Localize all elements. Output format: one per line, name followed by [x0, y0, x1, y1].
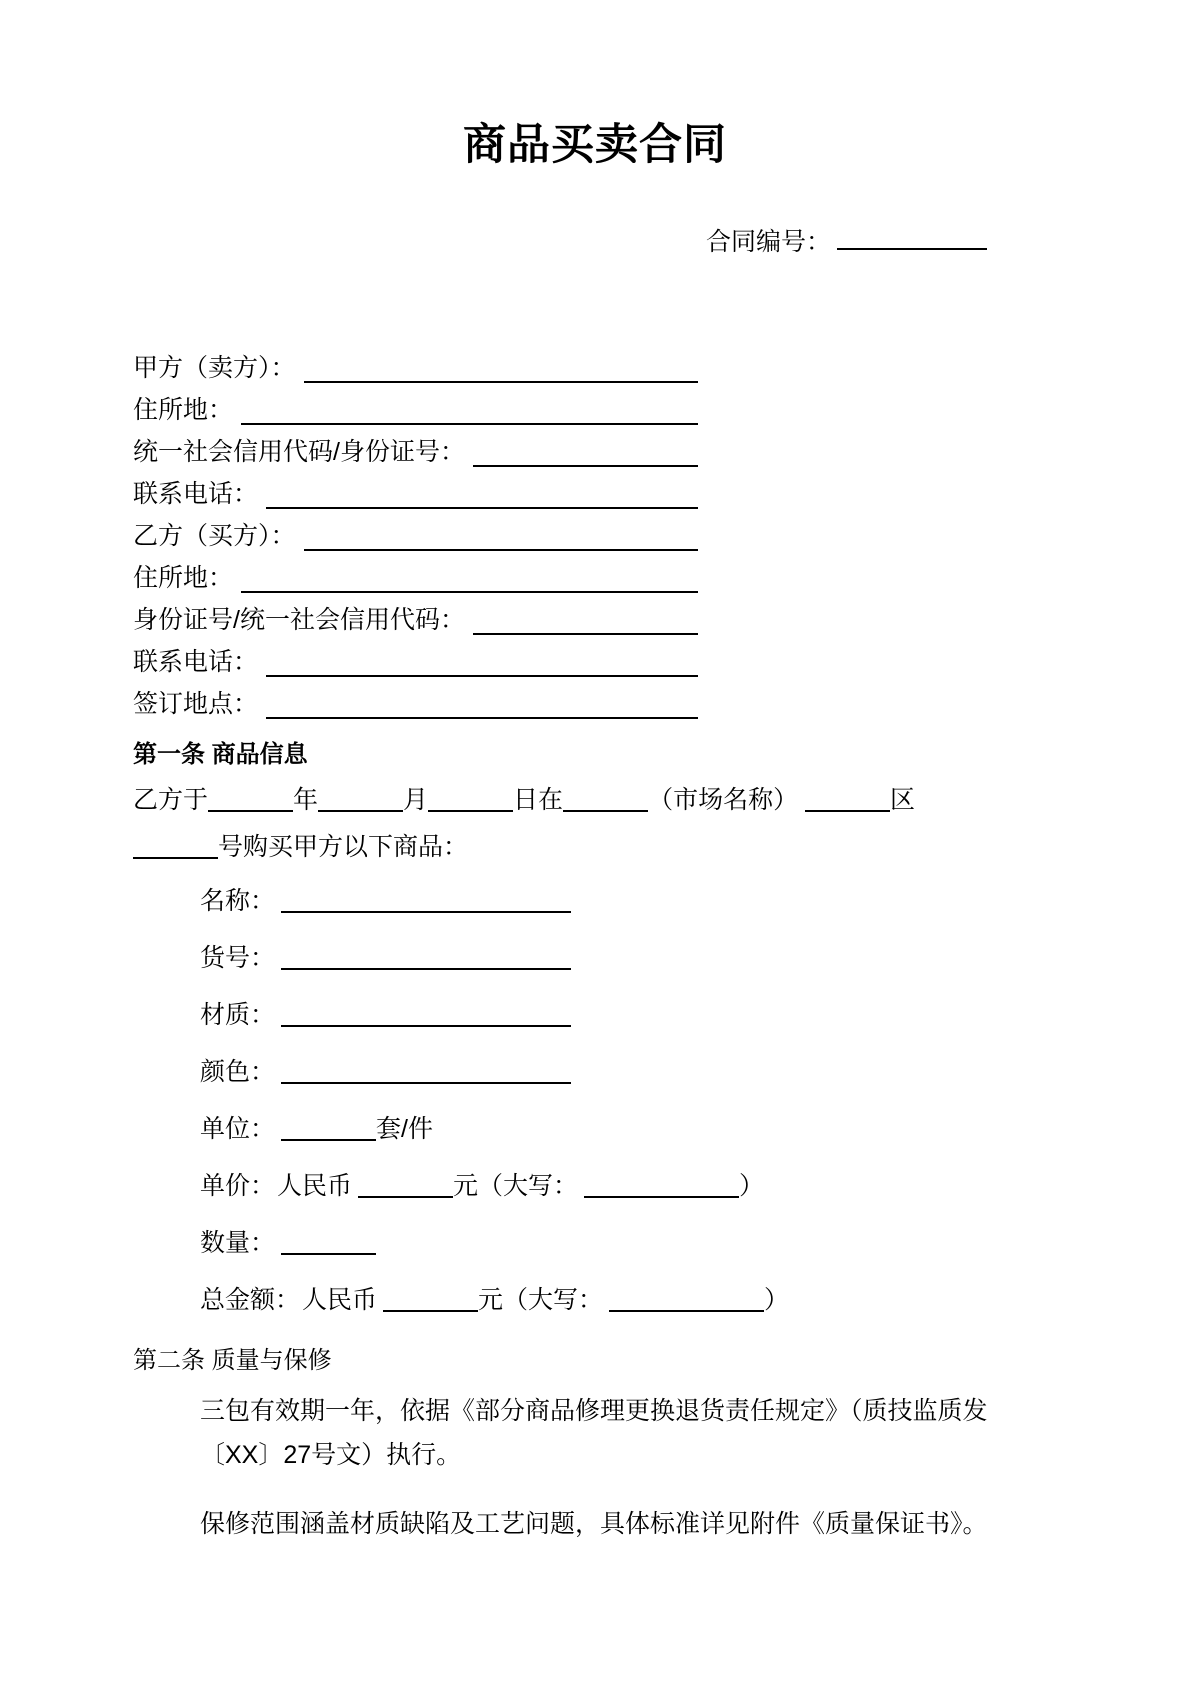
year-blank: [208, 810, 293, 812]
market-name-blank: [563, 810, 648, 812]
party-a-phone-row: [133, 473, 698, 515]
party-a-blank: [304, 347, 698, 383]
total-rmb-prefix: 人民币: [302, 1285, 378, 1314]
market-name-label: （市场名称）: [648, 785, 799, 814]
district-label: 区: [890, 785, 916, 814]
purchase-line-suffix: 号购买甲方以下商品：: [218, 832, 469, 861]
party-b-phone-label: 联系电话：: [133, 648, 259, 676]
item-price-caps-blank: [584, 1196, 739, 1198]
signing-place-label: 签订地点：: [133, 690, 259, 718]
total-paren-close: ）: [764, 1285, 790, 1314]
price-rmb-prefix: 人民币: [277, 1171, 353, 1200]
contract-number-blank: [837, 248, 987, 250]
stall-number-blank: [133, 857, 218, 859]
signing-place-blank: [266, 683, 698, 719]
item-name-blank: [281, 911, 571, 913]
party-b-phone-blank: [266, 641, 698, 677]
party-a-credit-code-row: [133, 431, 698, 473]
price-paren-close: ）: [739, 1171, 765, 1200]
item-unit-suffix: 套/件: [376, 1114, 433, 1143]
item-sku-label: 货号：: [200, 943, 276, 972]
contract-number-label: 合同编号：: [705, 228, 831, 256]
party-a-address-label: 住所地：: [133, 396, 234, 424]
item-price-blank: [358, 1196, 453, 1198]
party-a-credit-code-blank: [473, 431, 698, 467]
purchase-number-line: [133, 832, 1190, 862]
item-sku-blank: [281, 968, 571, 970]
item-sku-row: [200, 943, 1190, 973]
item-color-label: 颜色：: [200, 1057, 276, 1086]
article2-heading: 第二条 质量与保修: [133, 1346, 332, 1374]
party-b-id-number-label: 身份证号/统一社会信用代码：: [133, 606, 465, 634]
month-label: 月: [403, 785, 429, 814]
party-a-phone-blank: [266, 473, 698, 509]
district-blank: [805, 810, 890, 812]
item-unit-blank: [281, 1139, 376, 1141]
party-b-blank: [304, 515, 698, 551]
party-b-row: [133, 515, 698, 557]
total-yuan-caps: 元（大写：: [478, 1285, 604, 1314]
party-a-address-blank: [241, 389, 698, 425]
date-line-pre: 乙方于: [133, 785, 209, 814]
item-price-label: 单价：: [200, 1171, 276, 1200]
month-blank: [318, 810, 403, 812]
day-label: 日在: [513, 785, 564, 814]
party-b-phone-row: [133, 641, 698, 683]
item-total-row: [200, 1285, 1190, 1315]
warranty-paragraph-1: 三包有效期一年，依据《部分商品修理更换退货责任规定》（质技监质发〔XX〕27号文）执行。: [200, 1396, 988, 1469]
party-b-address-label: 住所地：: [133, 564, 234, 592]
item-total-blank: [383, 1310, 478, 1312]
purchase-date-line: [133, 785, 1190, 815]
year-label: 年: [293, 785, 319, 814]
item-price-row: [200, 1171, 1190, 1201]
item-material-label: 材质：: [200, 1000, 276, 1029]
item-material-row: [200, 1000, 1190, 1030]
item-material-blank: [281, 1025, 571, 1027]
party-b-address-blank: [241, 557, 698, 593]
price-yuan-caps: 元（大写：: [453, 1171, 579, 1200]
contract-number-row: [0, 230, 1190, 255]
item-name-row: [200, 886, 1190, 916]
item-unit-row: [200, 1114, 1190, 1144]
warranty-paragraph-2: 保修范围涵盖材质缺陷及工艺问题，具体标准详见附件《质量保证书》。: [200, 1509, 988, 1538]
item-qty-row: [200, 1228, 1190, 1258]
document-title: 商品买卖合同: [463, 121, 727, 169]
item-qty-label: 数量：: [200, 1228, 276, 1257]
party-a-label: 甲方（卖方）：: [133, 354, 296, 382]
parties-section: [133, 347, 698, 725]
party-b-label: 乙方（买方）：: [133, 522, 296, 550]
party-a-address-row: [133, 389, 698, 431]
party-b-id-number-row: [133, 599, 698, 641]
item-color-blank: [281, 1082, 571, 1084]
item-color-row: [200, 1057, 1190, 1087]
item-unit-label: 单位：: [200, 1114, 276, 1143]
signing-place-row: [133, 683, 698, 725]
commodity-items-section: [200, 886, 1190, 1315]
item-qty-blank: [281, 1253, 376, 1255]
item-total-label: 总金额：: [200, 1285, 301, 1314]
party-a-row: [133, 347, 698, 389]
day-blank: [428, 810, 513, 812]
item-total-caps-blank: [609, 1310, 764, 1312]
party-a-phone-label: 联系电话：: [133, 480, 259, 508]
party-b-id-number-blank: [473, 599, 698, 635]
party-b-address-row: [133, 557, 698, 599]
article1-heading: 第一条 商品信息: [133, 741, 308, 768]
item-name-label: 名称：: [200, 886, 276, 915]
party-a-credit-code-label: 统一社会信用代码/身份证号：: [133, 438, 465, 466]
